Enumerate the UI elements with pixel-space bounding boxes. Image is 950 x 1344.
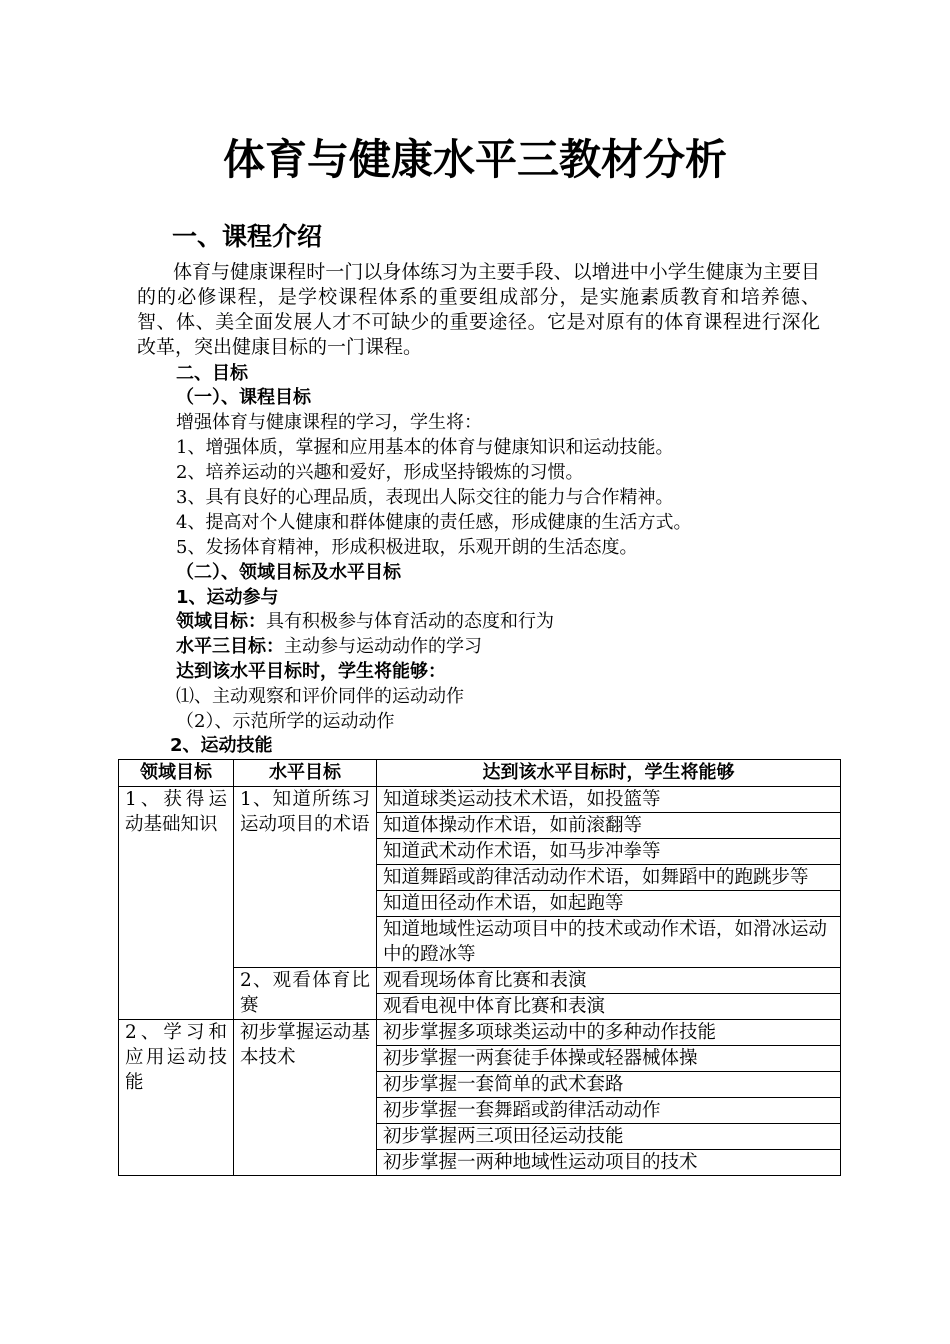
outcome-cell: 初步掌握一两种地域性运动项目的技术 bbox=[377, 1150, 841, 1176]
level-goal-line bbox=[176, 635, 482, 659]
outcome-cell: 初步掌握一套简单的武术套路 bbox=[377, 1072, 841, 1098]
outcome-cell: 观看现场体育比赛和表演 bbox=[377, 968, 841, 994]
intro-paragraph: 体育与健康课程时一门以身体练习为主要手段、以增进中小学生健康为主要目的的必修课程，是学校课程体系的重要组成部分，是实施素质教育和培养德、智、体、美全面发展人才不可缺少的重要途径。它是对原有的体育课程进行深化改革，突出健康目标的一门课程。 bbox=[137, 261, 820, 358]
domain-cell: 1、获得运动基础知识 bbox=[119, 787, 234, 1020]
domain-goal-line bbox=[176, 610, 554, 634]
outcome-cell: 知道田径动作术语，如起跑等 bbox=[377, 891, 841, 917]
section-heading-goals: 二、目标 bbox=[176, 363, 248, 384]
outcome-cell: 知道地域性运动项目中的技术或动作术语，如滑冰运动中的蹬冰等 bbox=[377, 917, 841, 968]
course-goal-item: 2、培养运动的兴趣和爱好，形成坚持锻炼的习惯。 bbox=[176, 462, 584, 483]
participation-item: ⑴、主动观察和评价同伴的运动动作 bbox=[176, 686, 464, 707]
course-goal-item: 4、提高对个人健康和群体健康的责任感，形成健康的生活方式。 bbox=[176, 512, 692, 533]
course-goals-lead: 增强体育与健康课程的学习，学生将： bbox=[176, 412, 482, 433]
course-goal-item: 3、具有良好的心理品质，表现出人际交往的能力与合作精神。 bbox=[176, 487, 674, 508]
achieve-lead: 达到该水平目标时，学生将能够： bbox=[176, 661, 446, 682]
outcome-cell: 知道武术动作术语，如马步冲拳等 bbox=[377, 839, 841, 865]
header-domain-goal: 领域目标 bbox=[119, 760, 234, 787]
level-cell: 1、知道所练习运动项目的术语 bbox=[234, 787, 377, 968]
table-header-row bbox=[119, 760, 841, 787]
table-row bbox=[119, 1020, 841, 1046]
level-goal-text: 主动参与运动动作的学习 bbox=[284, 636, 482, 657]
outcome-cell: 知道舞蹈或韵律活动动作术语，如舞蹈中的跑跳步等 bbox=[377, 865, 841, 891]
outcome-cell: 初步掌握两三项田径运动技能 bbox=[377, 1124, 841, 1150]
header-achievement: 达到该水平目标时，学生将能够 bbox=[377, 760, 841, 787]
skills-goals-table bbox=[118, 759, 841, 1176]
level-cell: 2、观看体育比赛 bbox=[234, 968, 377, 1020]
course-goal-item: 1、增强体质，掌握和应用基本的体育与健康知识和运动技能。 bbox=[176, 437, 674, 458]
participation-item: （2）、示范所学的运动动作 bbox=[176, 711, 395, 732]
subheading-course-goals: （一）、课程目标 bbox=[176, 387, 311, 408]
table-row bbox=[119, 787, 841, 813]
header-level-goal: 水平目标 bbox=[234, 760, 377, 787]
domain-goal-text: 具有积极参与体育活动的态度和行为 bbox=[266, 611, 554, 632]
outcome-cell: 初步掌握一套舞蹈或韵律活动动作 bbox=[377, 1098, 841, 1124]
domain-goal-label: 领域目标： bbox=[176, 611, 266, 632]
outcome-cell: 知道球类运动技术术语，如投篮等 bbox=[377, 787, 841, 813]
level-goal-label: 水平三目标： bbox=[176, 636, 284, 657]
page-title: 体育与健康水平三教材分析 bbox=[222, 135, 727, 184]
course-goal-item: 5、发扬体育精神，形成积极进取，乐观开朗的生活态度。 bbox=[176, 537, 638, 558]
outcome-cell: 初步掌握一两套徒手体操或轻器械体操 bbox=[377, 1046, 841, 1072]
domain-cell: 2、学习和应用运动技能 bbox=[119, 1020, 234, 1176]
section-heading-intro: 一、课程介绍 bbox=[172, 222, 323, 251]
part-heading-participation: 1、运动参与 bbox=[176, 587, 279, 608]
outcome-cell: 知道体操动作术语，如前滚翻等 bbox=[377, 813, 841, 839]
outcome-cell: 初步掌握多项球类运动中的多种动作技能 bbox=[377, 1020, 841, 1046]
outcome-cell: 观看电视中体育比赛和表演 bbox=[377, 994, 841, 1020]
subheading-domain-goals: （二）、领域目标及水平目标 bbox=[176, 562, 401, 583]
level-cell: 初步掌握运动基本技术 bbox=[234, 1020, 377, 1176]
part-heading-skills: 2、运动技能 bbox=[170, 735, 273, 756]
